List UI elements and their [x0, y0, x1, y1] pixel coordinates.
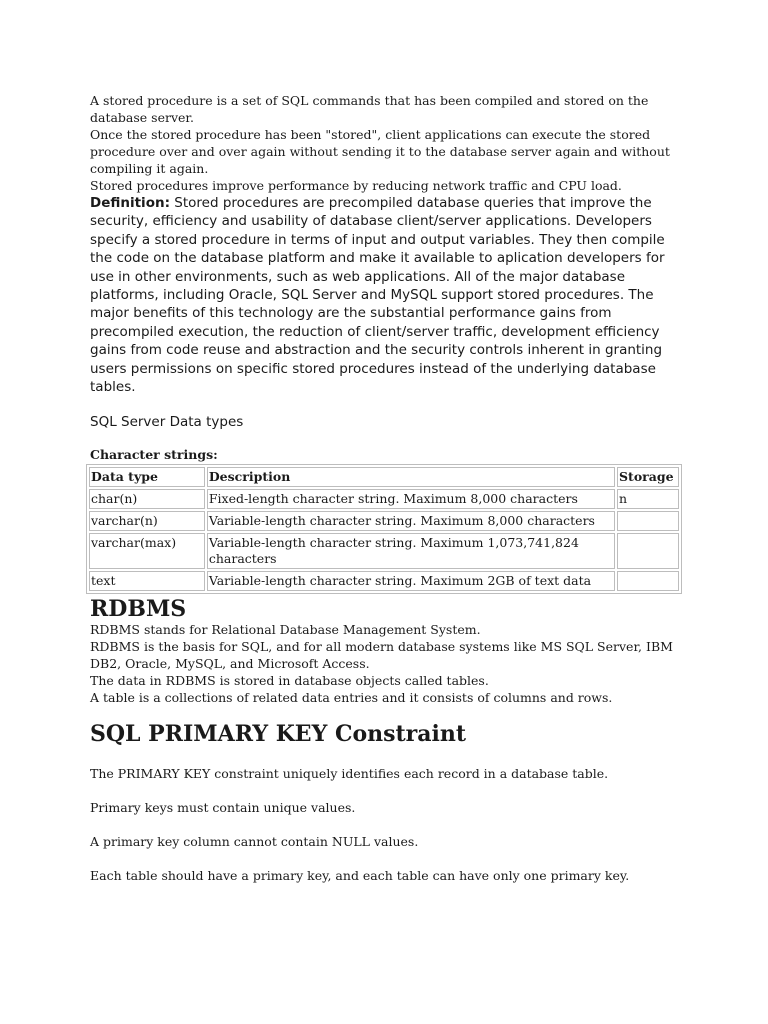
document-page	[90, 92, 690, 884]
intro-paragraph-3: Stored procedures improve performance by reducing network traffic and CPU load.	[90, 178, 622, 193]
cell-data-type: char(n)	[89, 489, 205, 509]
cell-data-type: varchar(n)	[89, 511, 205, 531]
primary-key-paragraph-4: Each table should have a primary key, and each table can have only one primary key.	[90, 868, 630, 884]
data-types-title: SQL Server Data types	[90, 414, 244, 431]
header-storage: Storage	[617, 467, 679, 487]
primary-key-paragraph-1: The PRIMARY KEY constraint uniquely identifies each record in a database table.	[90, 766, 609, 782]
rdbms-paragraph-1: RDBMS stands for Relational Database Management System.	[90, 622, 481, 638]
rdbms-paragraph-2: RDBMS is the basis for SQL, and for all modern database systems like MS SQL Server, IBM DB2, Oracle, MySQL, and Microsoft Access.	[90, 639, 673, 672]
cell-description: Variable-length character string. Maximum 8,000 characters	[207, 511, 615, 531]
cell-data-type: varchar(max)	[89, 533, 205, 569]
table-header-row	[89, 467, 679, 487]
definition-label: Definition:	[90, 195, 170, 211]
cell-description: Fixed-length character string. Maximum 8,000 characters	[207, 489, 615, 509]
cell-storage	[617, 511, 679, 531]
cell-description: Variable-length character string. Maximum 1,073,741,824 characters	[207, 533, 615, 569]
definition-text: Stored procedures are precompiled database queries that improve the security, efficiency and usability of database client/server applications. Developers specify a stored procedure in terms of input and output variables. They then compile the code on the database platform and make it available to aplication developers for use in other environments, such as web applications. All of the major database platforms, including Oracle, SQL Server and MySQL support stored procedures. The major benefits of this technology are the substantial performance gains from precompiled execution, the reduction of client/server traffic, development efficiency gains from code reuse and abstraction and the security controls inherent in granting users permissions on specific stored procedures instead of the underlying database tables.	[90, 195, 665, 396]
cell-storage: n	[617, 489, 679, 509]
header-description: Description	[207, 467, 615, 487]
primary-key-heading: SQL PRIMARY KEY Constraint	[90, 721, 467, 748]
cell-storage	[617, 571, 679, 591]
primary-key-paragraph-3: A primary key column cannot contain NULL values.	[90, 834, 419, 850]
table-row	[89, 571, 679, 591]
cell-data-type: text	[89, 571, 205, 591]
character-strings-title: Character strings:	[90, 447, 218, 463]
table-row	[89, 533, 679, 569]
rdbms-paragraph-4: A table is a collections of related data entries and it consists of columns and rows.	[90, 689, 613, 705]
definition-paragraph	[90, 194, 690, 396]
cell-storage	[617, 533, 679, 569]
intro-paragraph-1: A stored procedure is a set of SQL commands that has been compiled and stored on the database server.	[90, 93, 649, 125]
header-data-type: Data type	[89, 467, 205, 487]
rdbms-heading: RDBMS	[90, 596, 187, 623]
rdbms-paragraph-3: The data in RDBMS is stored in database objects called tables.	[90, 672, 489, 688]
character-strings-table	[86, 464, 682, 594]
primary-key-paragraph-2: Primary keys must contain unique values.	[90, 800, 356, 816]
rdbms-section	[90, 622, 690, 706]
table-row	[89, 489, 679, 509]
table-row	[89, 511, 679, 531]
intro-section	[90, 92, 690, 194]
primary-key-section	[90, 766, 690, 884]
cell-description: Variable-length character string. Maximum 2GB of text data	[207, 571, 615, 591]
intro-paragraph-2: Once the stored procedure has been "stored", client applications can execute the stored procedure over and over again without sending it to the database server again and without compiling it again.	[90, 127, 670, 176]
